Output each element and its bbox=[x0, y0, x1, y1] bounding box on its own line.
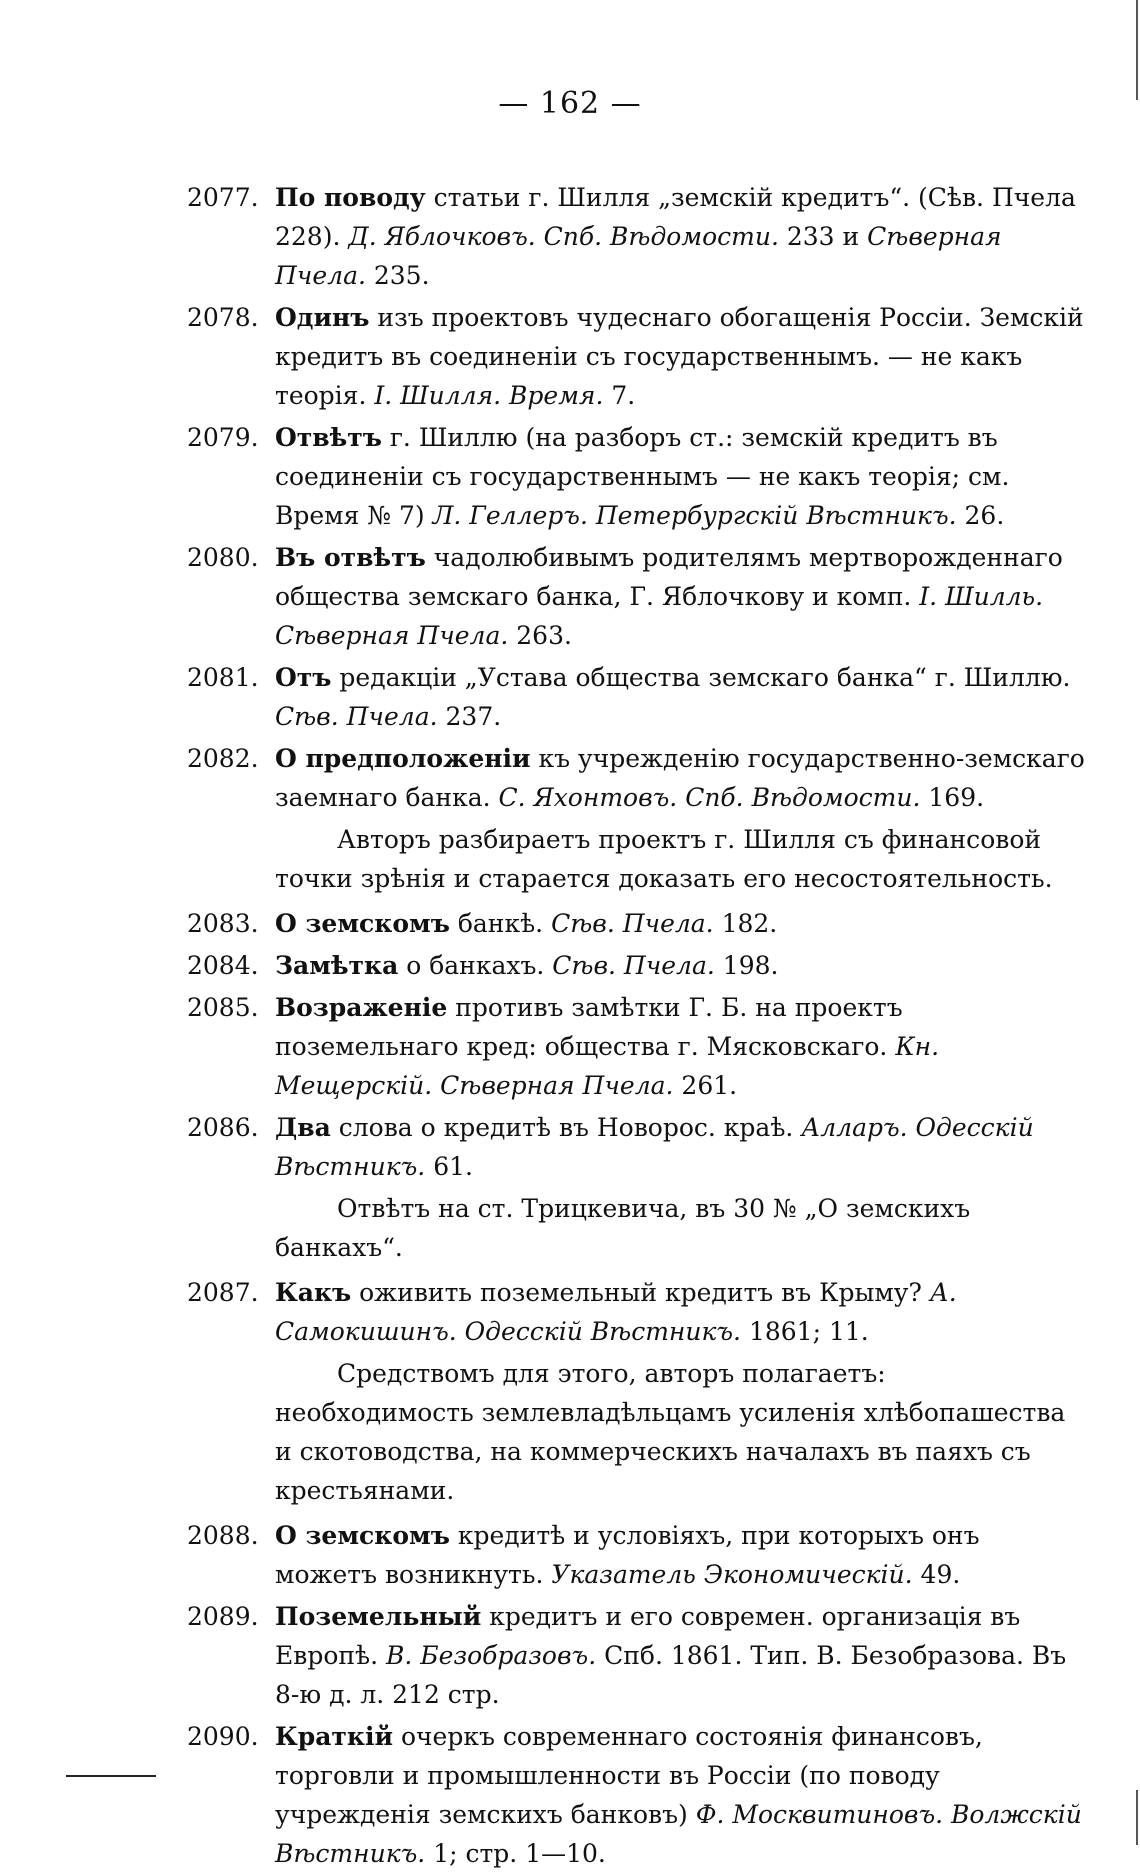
entry-number: 2080. bbox=[187, 543, 259, 572]
entry-issue: 26. bbox=[956, 501, 1005, 530]
entry-number: 2078. bbox=[187, 303, 259, 332]
entry-title: Въ отвѣтъ bbox=[275, 543, 426, 572]
entry-annotation: Авторъ разбираетъ проектъ г. Шилля съ финансовой точки зрѣнія и старается доказать его несостоятельность. bbox=[275, 825, 1053, 893]
entry-issue: 1861; 11. bbox=[741, 1317, 869, 1346]
entry-text: слова о кредитѣ въ Новорос. краѣ. bbox=[330, 1113, 802, 1142]
entry-issue: 235. bbox=[365, 261, 430, 290]
entry-number: 2083. bbox=[187, 909, 259, 938]
bibliography-entry bbox=[187, 538, 1087, 655]
entry-text: очеркъ современнаго состоянія финансовъ, торговли и промышленности въ Россіи (по поводу учрежденія земскихъ банковъ) bbox=[275, 1722, 983, 1829]
bibliography-entry bbox=[187, 298, 1087, 415]
entry-author-source: I. Шилля. Время. bbox=[374, 381, 604, 410]
entry-issue: 182. bbox=[713, 909, 778, 938]
page-number: — 162 — bbox=[498, 86, 642, 121]
entry-author-source: Кн. Мещерскій. Сѣверная Пчела. bbox=[275, 1032, 940, 1100]
entry-issue: 261. bbox=[673, 1071, 738, 1100]
entry-author-source: I. Шилль. Сѣверная Пчела. bbox=[275, 582, 1044, 650]
entry-title: Одинъ bbox=[275, 303, 370, 332]
entry-author-source: В. Безобразовъ. bbox=[386, 1641, 597, 1670]
bibliography-list bbox=[187, 178, 1087, 1876]
entry-title: Отвѣтъ bbox=[275, 423, 382, 452]
entry-issue: 1; стр. 1—10. bbox=[425, 1839, 606, 1868]
entry-number: 2089. bbox=[187, 1602, 259, 1631]
entry-issue: 198. bbox=[714, 951, 779, 980]
entry-text: къ учрежденію государственно-земскаго заемнаго банка. bbox=[275, 744, 1085, 812]
entry-text: кредитъ и его современ. организація въ Европѣ. bbox=[275, 1602, 1021, 1670]
entry-text: редакціи „Устава общества земскаго банка“ г. Шиллю. bbox=[331, 663, 1071, 692]
entry-text: о банкахъ. bbox=[398, 951, 553, 980]
entry-text: банкѣ. bbox=[449, 909, 552, 938]
entry-annotation: Средствомъ для этого, авторъ полагаетъ: необходимость землевладѣльцамъ усиленія хлѣбопашества и скотоводства, на коммерческихъ началахъ въ паяхъ съ крестьянами. bbox=[275, 1359, 1066, 1505]
entry-title: О земскомъ bbox=[275, 1521, 450, 1550]
entry-text: статьи г. Шилля „земскій кредитъ“. (Сѣв. Пчела 228). bbox=[275, 183, 1076, 251]
entry-title: Два bbox=[275, 1113, 331, 1142]
entry-text: кредитѣ и условіяхъ, при которыхъ онъ можетъ возникнуть. bbox=[275, 1521, 980, 1589]
entry-title: По поводу bbox=[275, 183, 426, 212]
entry-author-source: Указатель Экономическій. bbox=[551, 1560, 913, 1589]
entry-title: О предположеніи bbox=[275, 744, 531, 773]
entry-source: Сѣверная Пчела. bbox=[275, 222, 1002, 290]
entry-issue: Спб. 1861. Тип. В. Безобразова. Въ 8-ю д. л. 212 стр. bbox=[275, 1641, 1067, 1709]
page-edge-line bbox=[1136, 0, 1138, 100]
entry-text: г. Шиллю (на разборъ ст.: земскій кредитъ въ соединеніи съ государственнымъ — не какъ теорія; см. Время № 7) bbox=[275, 423, 1010, 530]
entry-title: О земскомъ bbox=[275, 909, 450, 938]
entry-title: Возраженіе bbox=[275, 993, 448, 1022]
entry-author-source: А. Самокишинъ. Одесскій Вѣстникъ. bbox=[275, 1278, 957, 1346]
entry-author-source: Д. Яблочковъ. Спб. Вѣдомости. bbox=[348, 222, 779, 251]
bibliography-entry bbox=[187, 1516, 1087, 1594]
entry-text: чадолюбивымъ родителямъ мертворожденнаго общества земскаго банка, Г. Яблочкову и комп. bbox=[275, 543, 1063, 611]
entry-title: Какъ bbox=[275, 1278, 352, 1307]
entry-author-source: Алларъ. Одесскій Вѣстникъ. bbox=[275, 1113, 1034, 1181]
entry-number: 2086. bbox=[187, 1113, 259, 1142]
entry-number: 2081. bbox=[187, 663, 259, 692]
entry-number: 2079. bbox=[187, 423, 259, 452]
entry-annotation: Отвѣтъ на ст. Трицкевича, въ 30 № „О земскихъ банкахъ“. bbox=[275, 1194, 971, 1262]
entry-number: 2084. bbox=[187, 951, 259, 980]
entry-number: 2085. bbox=[187, 993, 259, 1022]
entry-title: Замѣтка bbox=[275, 951, 399, 980]
entry-issue: 49. bbox=[912, 1560, 961, 1589]
bibliography-entry bbox=[187, 658, 1087, 736]
entry-issue: 233 и bbox=[778, 222, 868, 251]
entry-title: Поземельный bbox=[275, 1602, 482, 1631]
footer-rule bbox=[66, 1775, 156, 1777]
bibliography-entry bbox=[187, 1273, 1087, 1351]
entry-author-source: Сѣв. Пчела. bbox=[275, 702, 438, 731]
bibliography-entry bbox=[187, 1597, 1087, 1714]
entry-text: оживить поземельный кредитъ въ Крыму? bbox=[351, 1278, 930, 1307]
bibliography-entry bbox=[187, 1717, 1087, 1873]
entry-author-source: Сѣв. Пчела. bbox=[552, 951, 715, 980]
bibliography-entry bbox=[187, 178, 1087, 295]
entry-issue: 169. bbox=[920, 783, 985, 812]
entry-issue: 61. bbox=[425, 1152, 473, 1181]
bibliography-entry bbox=[187, 988, 1087, 1105]
entry-author-source: Сѣв. Пчела. bbox=[551, 909, 714, 938]
bibliography-entry bbox=[187, 904, 1087, 943]
entry-issue: 7. bbox=[603, 381, 636, 410]
entry-number: 2090. bbox=[187, 1722, 259, 1751]
entry-number: 2082. bbox=[187, 744, 259, 773]
entry-title: Краткій bbox=[275, 1722, 394, 1751]
entry-number: 2077. bbox=[187, 183, 259, 212]
entry-number: 2088. bbox=[187, 1521, 259, 1550]
entry-text: противъ замѣтки Г. Б. на проектъ поземельнаго кред: общества г. Мясковскаго. bbox=[275, 993, 903, 1061]
bibliography-entry bbox=[187, 946, 1087, 985]
entry-issue: 263. bbox=[508, 621, 572, 650]
entry-author-source: Ф. Москвитиновъ. Волжскій Вѣстникъ. bbox=[275, 1800, 1082, 1868]
entry-text: изъ проектовъ чудеснаго обогащенія Россіи. Земскій кредитъ въ соединеніи съ государственнымъ. — не какъ теорія. bbox=[275, 303, 1084, 410]
entry-number: 2087. bbox=[187, 1278, 259, 1307]
entry-author-source: С. Яхонтовъ. Спб. Вѣдомости. bbox=[498, 783, 921, 812]
bibliography-entry bbox=[187, 1108, 1087, 1186]
entry-issue: 237. bbox=[437, 702, 502, 731]
entry-title: Отъ bbox=[275, 663, 332, 692]
bibliography-entry bbox=[187, 418, 1087, 535]
page-edge-line bbox=[1136, 1790, 1138, 1845]
bibliography-entry bbox=[187, 739, 1087, 817]
entry-author-source: Л. Геллеръ. Петербургскій Вѣстникъ. bbox=[432, 501, 957, 530]
